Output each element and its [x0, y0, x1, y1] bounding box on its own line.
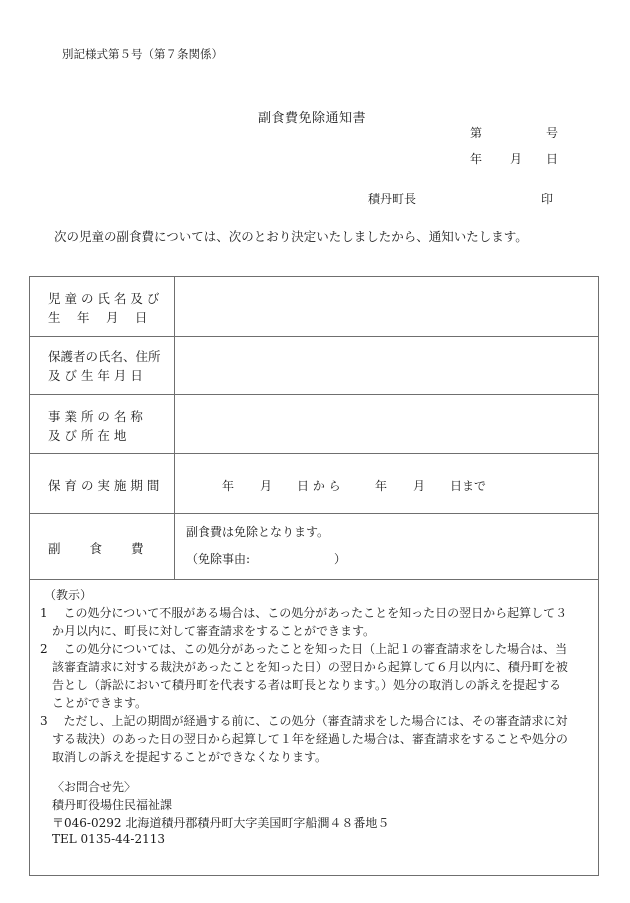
form-row-guardian: [30, 337, 598, 395]
period-end-month: 月: [413, 479, 426, 493]
issuer-name: 積丹町長: [368, 192, 417, 206]
intro-text: 次の児童の副食費については、次のとおり決定いたしましたから、通知いたします。: [54, 229, 528, 244]
form-row-meal-fee: [30, 514, 598, 580]
contact-phone: TEL 0135-44-2113: [52, 832, 166, 846]
row-label-line1: 保 育 の 実 施 期 間: [48, 478, 160, 493]
instruction-line: 取消しの訴えを提起することができなくなります。: [52, 750, 328, 764]
date-year: 年: [470, 152, 483, 166]
number-prefix: 第: [470, 126, 483, 140]
row-label-line1: 児 童 の 氏 名 及 び: [48, 291, 160, 306]
row-label-line1: 事 業 所 の 名 称: [48, 409, 143, 424]
row-label-line2: 生 年 月 日: [48, 310, 148, 325]
exemption-reason: （免除事由: ）: [186, 552, 347, 566]
period-end-day: 日まで: [450, 479, 487, 493]
label-cell: [30, 277, 175, 336]
label-cell: [30, 395, 175, 453]
period-start-day: 日 か ら: [297, 479, 341, 493]
period-value-cell[interactable]: [175, 454, 598, 513]
label-cell: [30, 514, 175, 579]
instructions-heading: （教示）: [44, 588, 93, 602]
date-month: 月: [510, 152, 523, 166]
instruction-line: 告とし（訴訟において積丹町を代表する者は町長となります。）処分の取消しの訴えを提起する: [52, 678, 562, 692]
notice-form: [29, 276, 599, 876]
row-label-line1: 副 食 費: [48, 541, 144, 556]
meal-fee-value-cell: [175, 514, 598, 579]
instruction-line: 該審査請求に対する裁決があったことを知った日）の翌日から起算して６月以内に、積丹町を被: [52, 660, 568, 674]
contact-department: 積丹町役場住民福祉課: [52, 798, 173, 812]
instruction-line: 2 この処分については、この処分があったことを知った日（上記１の審査請求をした場合は、当: [40, 642, 568, 656]
child-value-cell[interactable]: [175, 277, 598, 336]
instruction-line: 3 ただし、上記の期間が経過する前に、この処分（審査請求をした場合には、その審査請求に対: [40, 714, 568, 728]
period-start-month: 月: [260, 479, 273, 493]
contact-heading: 〈お問合せ先〉: [52, 780, 137, 794]
form-row-facility: [30, 395, 598, 454]
form-row-period: [30, 454, 598, 514]
meal-fee-status: 副食費は免除となります。: [186, 525, 330, 539]
date-day: 日: [546, 152, 559, 166]
instruction-line: する裁決）のあった日の翌日から起算して１年を経過した場合は、審査請求をすることや処分の: [52, 732, 568, 746]
form-number: 別記様式第５号（第７条関係）: [62, 47, 223, 61]
row-label-line2: 及 び 所 在 地: [48, 428, 127, 443]
period-end-year: 年: [375, 479, 388, 493]
period-start-year: 年: [222, 479, 235, 493]
instruction-line: 1 この処分について不服がある場合は、この処分があったことを知った日の翌日から起算して３: [40, 606, 568, 620]
contact-address: 〒046-0292 北海道積丹郡積丹町大字美国町字船澗４８番地５: [52, 816, 390, 830]
label-cell: [30, 337, 175, 394]
label-cell: [30, 454, 175, 513]
instruction-line: ことができます。: [52, 696, 148, 710]
form-row-child: [30, 277, 598, 337]
row-label-line2: 及 び 生 年 月 日: [48, 368, 143, 383]
document-title: 副食費免除通知書: [258, 111, 367, 126]
row-label-line1: 保護者の氏名、住所: [48, 349, 161, 364]
seal-mark: 印: [541, 192, 554, 206]
instruction-line: か月以内に、町長に対して審査請求をすることができます。: [52, 624, 376, 638]
number-suffix: 号: [546, 126, 559, 140]
guardian-value-cell[interactable]: [175, 337, 598, 394]
facility-value-cell[interactable]: [175, 395, 598, 453]
